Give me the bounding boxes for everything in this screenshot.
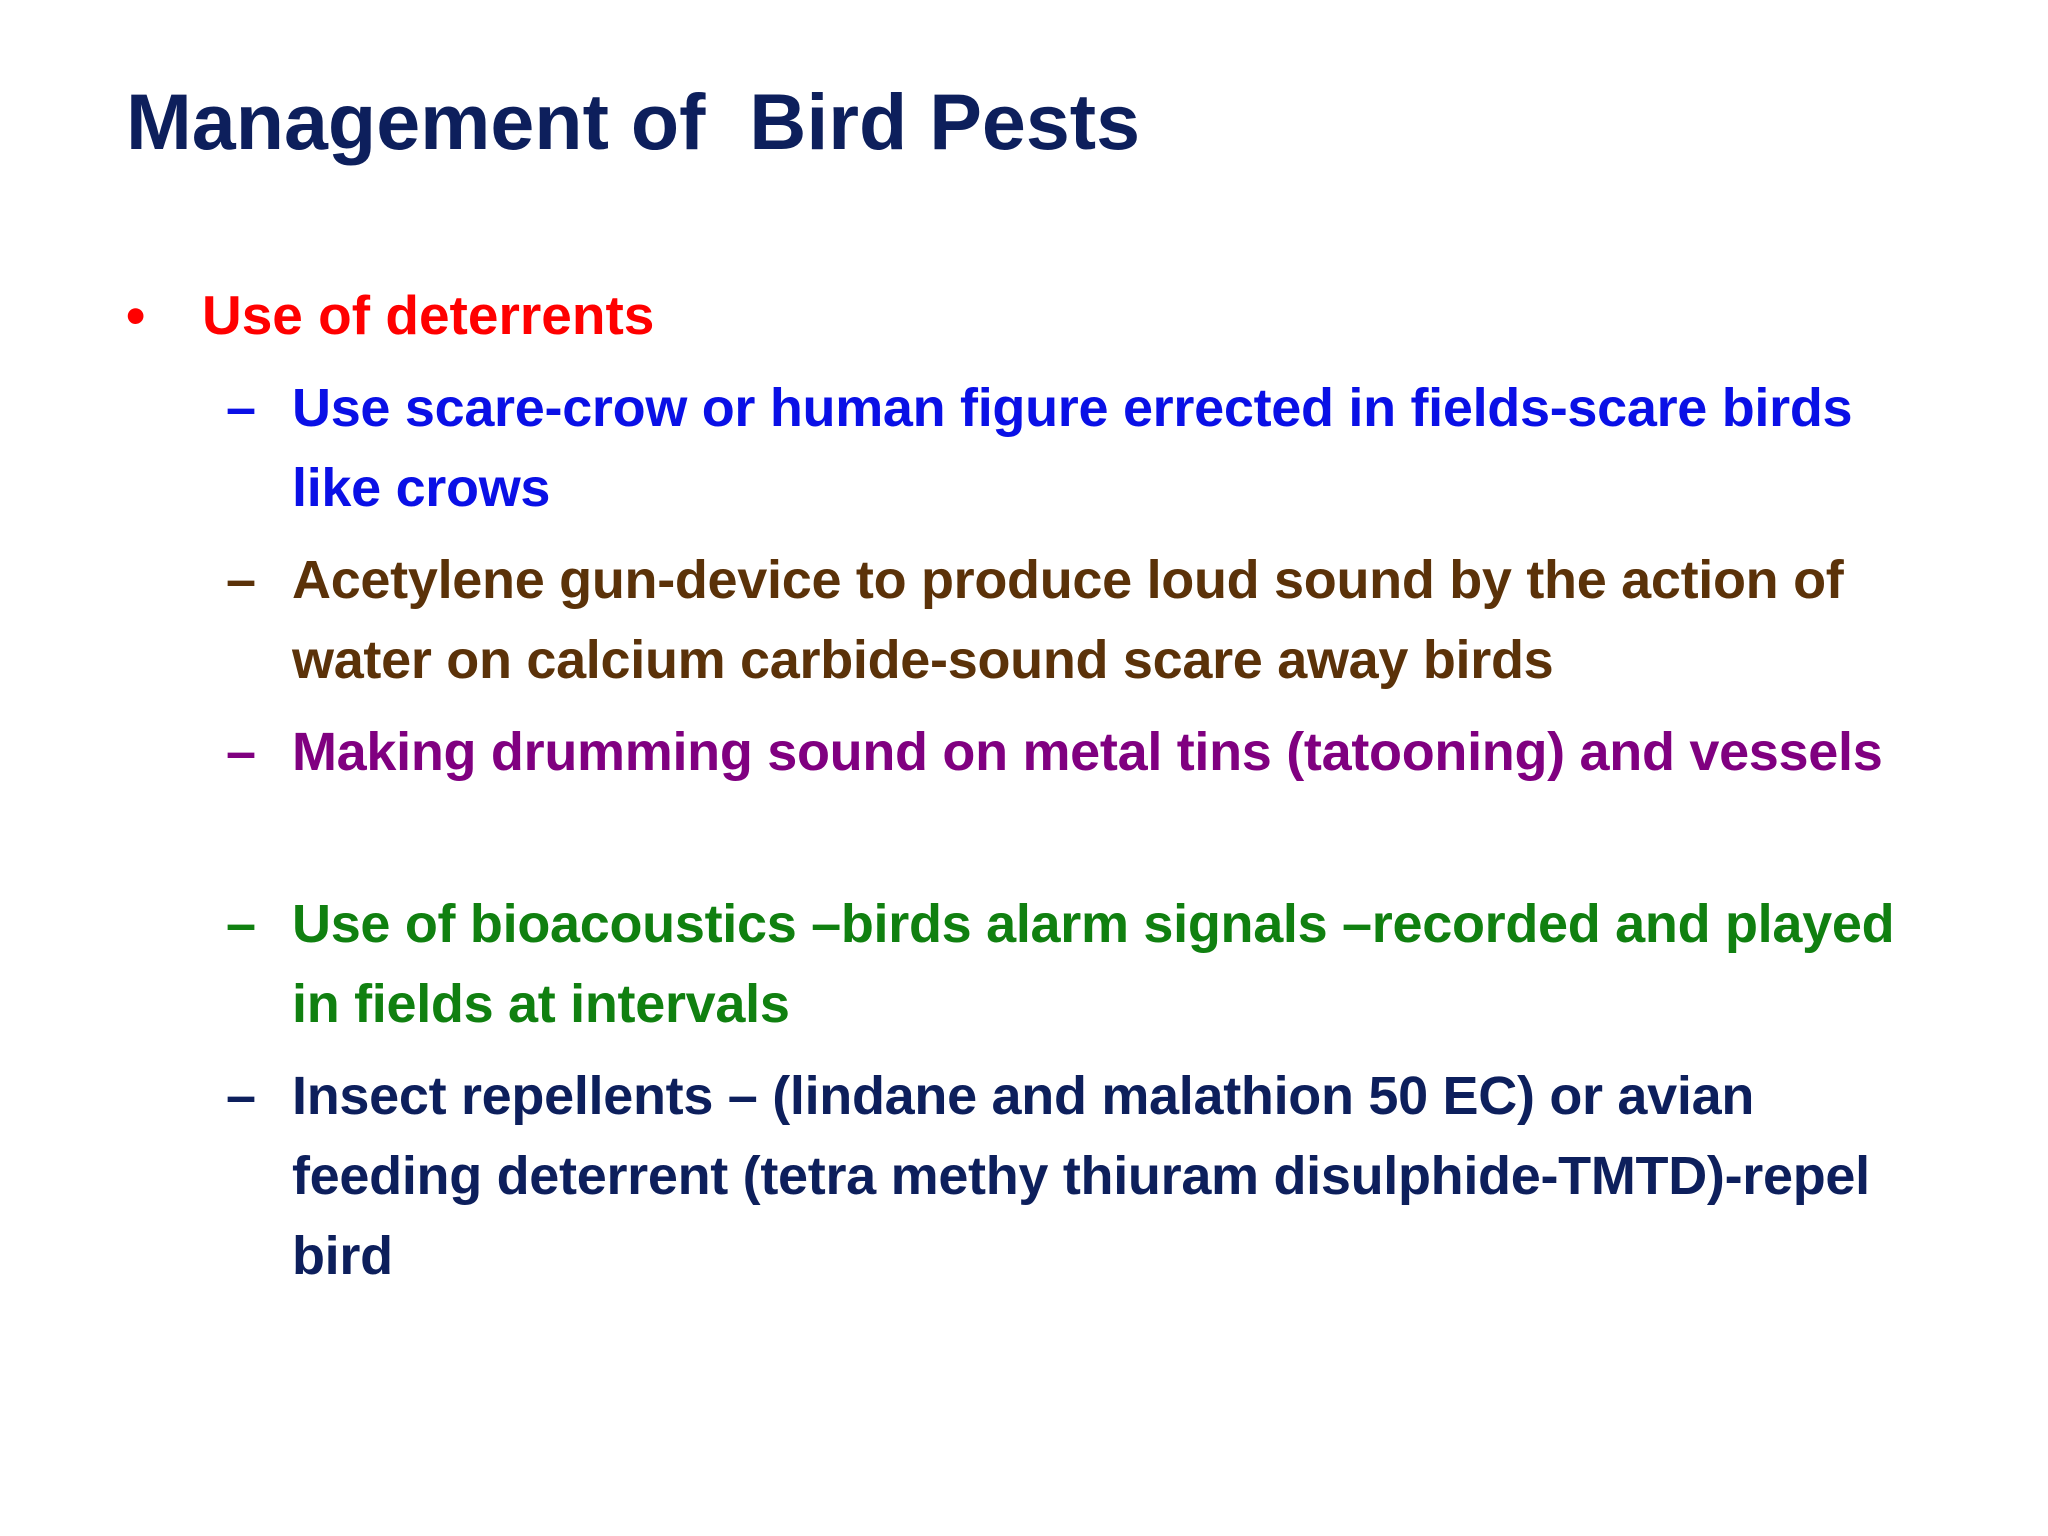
sub-item-text: Use scare-crow or human figure errected in fields-scare birds like crows xyxy=(292,378,1853,518)
bullet-marker: • xyxy=(126,284,146,346)
bullet-use-of-deterrents xyxy=(126,280,1926,350)
bullet-label: Use of deterrents xyxy=(202,284,655,346)
dash-marker: – xyxy=(226,894,257,954)
dash-marker: – xyxy=(226,378,257,438)
dash-marker: – xyxy=(226,1066,257,1126)
dash-marker: – xyxy=(226,722,257,782)
sub-item-text: Use of bioacoustics –birds alarm signals –recorded and played in fields at intervals xyxy=(292,894,1895,1034)
sub-item-text: Insect repellents – (lindane and malathion 50 EC) or avian feeding deterrent (tetra methy thiuram disulphide-TMTD)-repel bird xyxy=(292,1066,1870,1286)
dash-marker: – xyxy=(226,550,257,610)
sub-item-text: Making drumming sound on metal tins (tatooning) and vessels xyxy=(292,722,1883,782)
sub-item-text: Acetylene gun-device to produce loud sound by the action of water on calcium carbide-sound scare away birds xyxy=(292,550,1844,690)
slide-title: Management of Bird Pests xyxy=(126,77,1141,166)
